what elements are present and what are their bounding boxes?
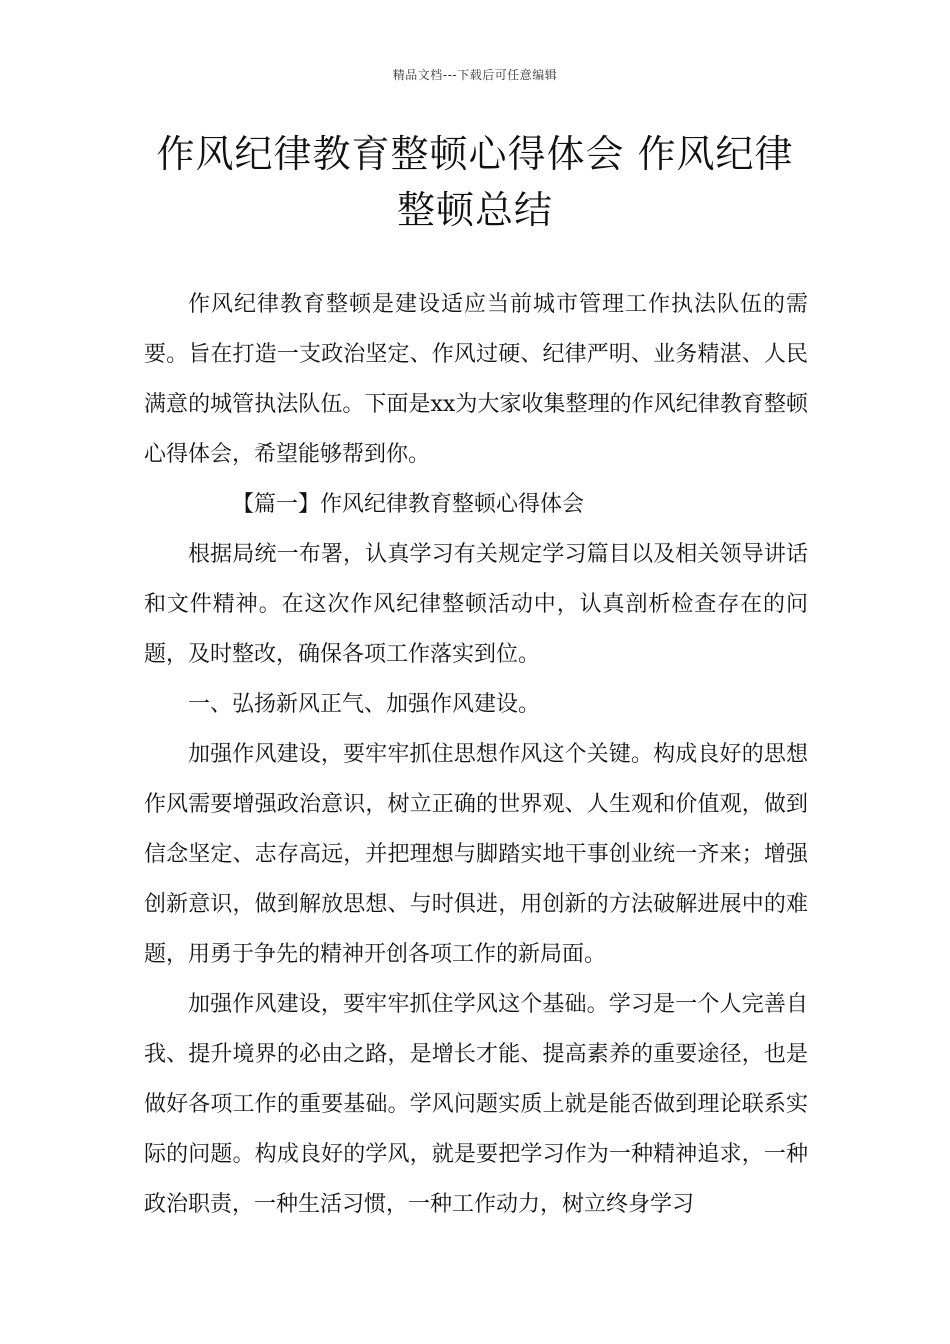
- intro-paragraph: 作风纪律教育整顿是建设适应当前城市管理工作执法队伍的需要。旨在打造一支政治坚定、作风过硬、纪律严明、业务精湛、人民满意的城管执法队伍。下面是xx为大家收集整理的作风纪律教育整顿心得体会，希望能够帮到你。: [144, 292, 808, 467]
- section-heading-part-one: 【篇一】作风纪律教育整顿心得体会: [232, 492, 585, 517]
- document-body: [144, 280, 808, 1230]
- body-paragraph: 根据局统一布署，认真学习有关规定学习篇目以及相关领导讲话和文件精神。在这次作风纪律整顿活动中，认真剖析检查存在的问题，及时整改，确保各项工作落实到位。: [144, 542, 808, 667]
- body-paragraph: 加强作风建设，要牢牢抓住思想作风这个关键。构成良好的思想作风需要增强政治意识，树立正确的世界观、人生观和价值观，做到信念坚定、志存高远，并把理想与脚踏实地干事创业统一齐来；增强创新意识，做到解放思想、与时俱进，用创新的方法破解进展中的难题，用勇于争先的精神开创各项工作的新局面。: [144, 742, 808, 967]
- header-note: 精品文档---下载后可任意编辑: [392, 68, 558, 82]
- document-title: 作风纪律教育整顿心得体会 作风纪律整顿总结: [156, 132, 794, 232]
- body-paragraph: 加强作风建设，要牢牢抓住学风这个基础。学习是一个人完善自我、提升境界的必由之路，是增长才能、提高素养的重要途径，也是做好各项工作的重要基础。学风问题实质上就是能否做到理论联系实际的问题。构成良好的学风，就是要把学习作为一种精神追求，一种政治职责，一种生活习惯，一种工作动力，树立终身学习: [144, 992, 808, 1217]
- subheading-paragraph: 一、弘扬新风正气、加强作风建设。: [188, 692, 541, 717]
